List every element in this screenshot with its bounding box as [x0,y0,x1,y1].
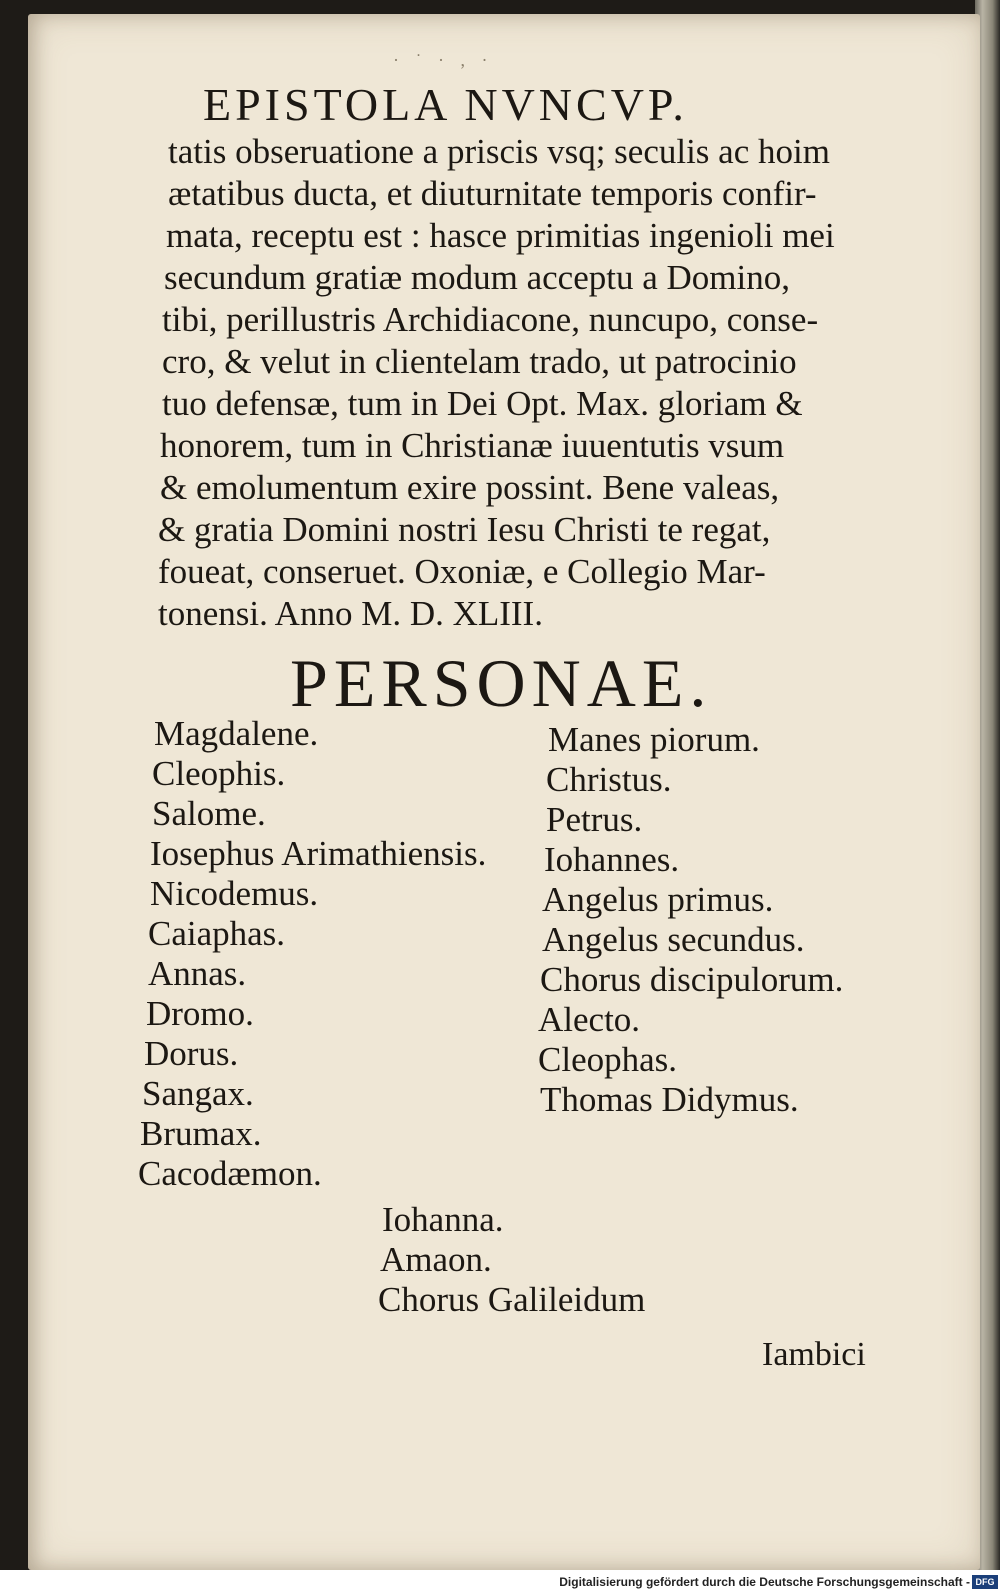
dfg-logo: DFG [972,1575,998,1589]
persona-item: Iosephus Arimathiensis. [150,834,487,873]
persona-item: Manes piorum. [548,720,760,759]
persona-item: Brumax. [140,1114,262,1153]
persona-item: Petrus. [546,800,643,839]
running-header: EPISTOLA NVNCVP. [203,79,688,130]
persona-item: Sangax. [142,1074,254,1113]
persona-item: Dorus. [144,1034,239,1073]
persona-item: Alecto. [538,1000,641,1039]
book-page [28,14,980,1570]
persona-item: Chorus discipulorum. [540,960,844,999]
text-line: & gratia Domini nostri Iesu Christi te regat, [158,510,771,549]
footer-credit: Digitalisierung gefördert durch die Deutsche Forschungsgemeinschaft - [559,1575,970,1589]
persona-item: Christus. [546,760,672,799]
persona-item: Iohannes. [544,840,680,879]
persona-item: Cleophis. [152,754,286,793]
text-line: & emolumentum exire possint. Bene valeas, [160,468,780,507]
persona-item: Cleophas. [538,1040,678,1079]
text-line: tatis obseruatione a priscis vsq; seculis ac hoim [168,132,830,171]
text-line: ætatibus ducta, et diuturnitate temporis confir- [168,174,817,213]
persona-item: Angelus secundus. [542,920,805,959]
persona-item: Amaon. [380,1240,492,1279]
persona-item: Cacodæmon. [138,1154,322,1193]
persona-item: Annas. [148,954,247,993]
text-line: tuo defensæ, tum in Dei Opt. Max. gloriam & [162,384,803,423]
footer-bar [0,1570,1000,1596]
persona-item: Thomas Didymus. [540,1080,799,1119]
persona-item: Dromo. [146,994,254,1033]
text-line: cro, & velut in clientelam trado, ut patrocinio [162,342,797,381]
persona-item: Chorus Galileidum [378,1280,646,1319]
text-line: secundum gratiæ modum acceptu a Domino, [164,258,790,297]
persona-item: Nicodemus. [150,874,319,913]
text-line: foueat, conseruet. Oxoniæ, e Collegio Mar- [158,552,766,591]
text-line: tibi, perillustris Archidiacone, nuncupo, conse- [162,300,819,339]
persona-item: Salome. [152,794,266,833]
persona-item: Angelus primus. [542,880,774,919]
text-line: honorem, tum in Christianæ iuuentutis vsum [160,426,785,465]
text-line: mata, receptu est : hasce primitias ingenioli mei [166,216,835,255]
catchword: Iambici [762,1336,866,1373]
header-marks: · ˙ · , · [393,50,494,70]
text-line: tonensi. Anno M. D. XLIII. [158,594,543,633]
persona-item: Magdalene. [154,714,319,753]
persona-item: Caiaphas. [148,914,286,953]
persona-item: Iohanna. [382,1200,504,1239]
personae-title: PERSONAE. [290,645,713,721]
